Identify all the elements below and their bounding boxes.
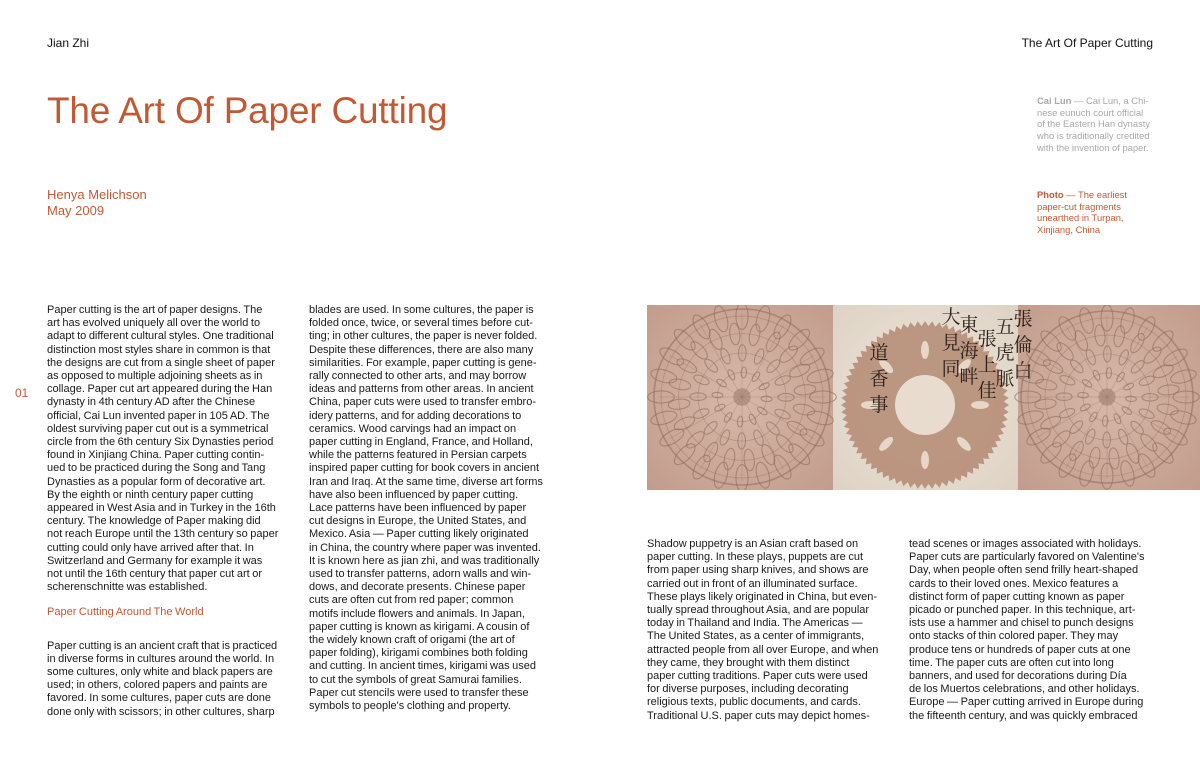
byline [47,187,147,219]
page-number: 01 [15,386,29,400]
calligraphy-char: 同 [941,358,961,380]
calligraphy-char: 白 [1013,360,1033,382]
sidenote-photo [1037,189,1155,236]
calligraphy-char: 見 [941,332,961,354]
calligraphy-char: 佳 [977,380,997,402]
paragraph: Shadow puppetry is an Asian craft based on paper cutting. In these plays, puppets are cut from paper using sharp knives, and shows are carried out in front of an illuminated surface. These plays likely originated in China, but even- tually spread throughout Asia, and are popular today in Thailand and India. The Americas — The United States, as a center of immigrants, attracted people from all over Europe, and when they came, they brought with them distinct paper cutting traditions. Paper cuts were used for diverse purposes, including decorating religious texts, public documents, and cards. Traditional U.S. paper cuts may depict homes- [647,538,879,722]
paragraph: Paper cutting is the art of paper designs. The art has evolved uniquely all over the world to adapt to different cultural styles. One traditional distinction most styles share in common is that the designs are cut from a single sheet of paper as opposed to multiple adjoining sheets as in collage. Paper cut art appeared during the Han dynasty in 4th century AD after the Chinese official, Cai Lun invented paper in 105 AD. The oldest surviving paper cut out is a symmetrical circle from the 6th century Six Dynasties period found in Xinjiang China. Paper cutting contin- ued to be practiced during the Song and Tang Dynasties as a popular form of decorative art. By the eighth or ninth century paper cutting appeared in West Asia and in Turkey in the 16th century. The knowledge of Paper making did not reach Europe until the 13th century so paper cutting could only have arrived after that. In Switzerland and Germany for example it was not until the 16th century that paper cut art or scherenschnitte was established. [47,304,279,594]
body-column-1 [47,304,297,719]
publication-date: May 2009 [47,203,105,218]
paper-cut-fragments-image [647,305,1200,490]
sidenote-cai-lun [1037,95,1155,154]
body-column-3 [647,538,897,723]
paragraph: tead scenes or images associated with holidays. Paper cuts are particularly favored on Valentine's Day, when people often send frilly heart-shaped cards to their loved ones. Mexico features a distinct form of paper cutting known as paper picado or punched paper. In this technique, art- ists use a hammer and chisel to punch designs onto stacks of thin colored paper. They may produce tens or hundreds of paper cuts at one time. The paper cuts are often cut into long banners, and used for decorations during Día de los Muertos celebrations, and other holidays. Europe — Paper cutting arrived in Europe during the fifteenth century, and was quickly embraced [909,538,1145,722]
sidenote-label: Cai Lun [1037,95,1072,106]
paper-cut-photo [647,305,1200,490]
running-header-right: The Art Of Paper Cutting [1021,36,1153,50]
calligraphy-char: 虎 [995,342,1015,364]
article-title: The Art Of Paper Cutting [47,90,448,131]
sidenote-text: — Cai Lun, a Chi- nese eunuch court official of the Eastern Han dynasty who is traditionally credited with the invention of paper. [1037,95,1151,153]
running-header-left: Jian Zhi [47,36,90,50]
calligraphy-char: 張 [1013,308,1033,330]
calligraphy-char: 大 [941,306,961,328]
calligraphy-char: 道 [869,342,889,364]
calligraphy-char: 海 [959,340,979,362]
calligraphy-char: 畔 [959,366,979,388]
calligraphy-char: 脈 [995,368,1015,390]
body-column-4 [909,538,1159,723]
calligraphy-char: 五 [995,316,1015,338]
calligraphy-char: 東 [959,314,979,336]
author-name: Henya Melichson [47,187,147,202]
section-subhead: Paper Cutting Around The World [47,606,204,619]
calligraphy-char: 上 [977,354,997,376]
body-column-2 [309,304,559,713]
calligraphy-char: 倫 [1013,334,1033,356]
sidenote-text: — The earliest paper-cut fragments unearthed in Turpan, Xinjiang, China [1037,189,1127,236]
calligraphy-char: 事 [869,394,889,416]
paragraph: Paper cutting is an ancient craft that is practiced in diverse forms in cultures around the world. In some cultures, only white and black papers are used; in others, colored papers and paints are favored. In some cultures, paper cuts are done done only with scissors; in other cultures, sharp [47,639,278,718]
sidenote-label: Photo [1037,189,1064,200]
calligraphy-char: 香 [869,368,889,390]
paragraph: blades are used. In some cultures, the paper is folded once, twice, or several times before cut- ting; in other cultures, the paper is never folded. Despite these differences, there are also many similarities. For example, paper cutting is gene- rally connected to other arts, and may borrow ideas and patterns from other areas. In ancient China, paper cuts were used to transfer embro- idery patterns, and for adding decorations to ceramics. Wood carvings had an impact on paper cutting in England, France, and Holland, while the patterns featured in Persian carpets inspired paper cutting for book covers in ancient Iran and Iraq. At the same time, diverse art forms have also been influenced by paper cutting. Lace patterns have been influenced by paper cut designs in Europe, the United States, and Mexico. Asia — Paper cutting likely originated in China, the country where paper was invented. It is known here as jian zhi, and was traditionally used to transfer patterns, adorn walls and win- dows, and decorate presents. Chinese paper cuts are often cut from red paper; common motifs include flowers and animals. In Japan, paper cutting is known as kirigami. A cousin of the widely known craft of origami (the art of paper folding), kirigami combines both folding and cutting. In ancient times, kirigami was used to cut the symbols of great Samurai families. Paper cut stencils were used to transfer these symbols to people's clothing and property. [309,304,543,713]
calligraphy-char: 張 [977,328,997,350]
